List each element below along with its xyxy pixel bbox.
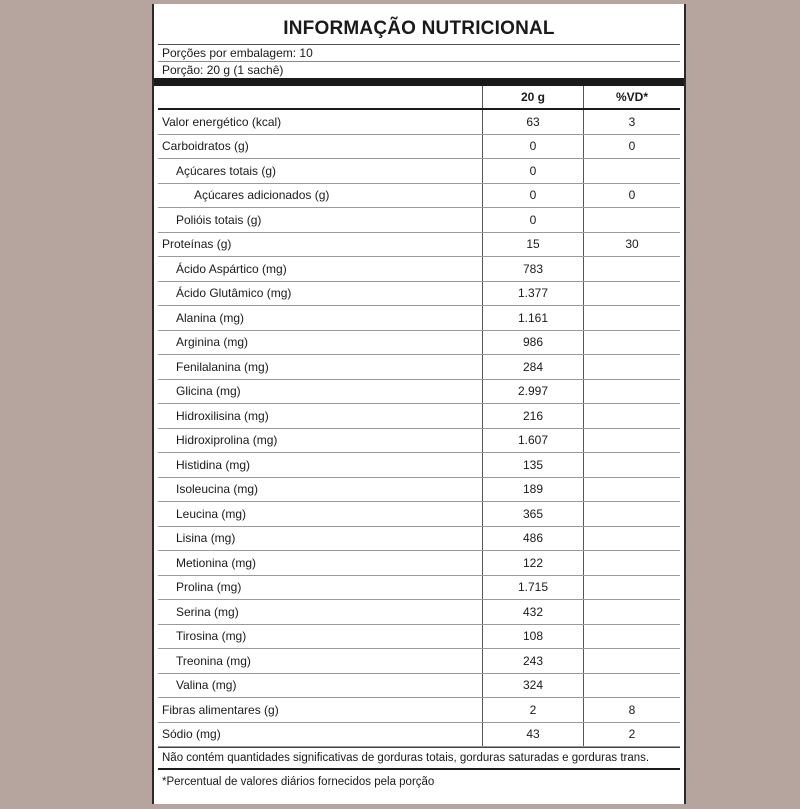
table-row [158, 722, 680, 747]
footnote-daily-values: *Percentual de valores diários fornecidos pela porção [162, 776, 435, 788]
table-row [158, 624, 680, 649]
nutrient-value: 1.607 [483, 428, 584, 453]
nutrient-value: 486 [483, 526, 584, 551]
nutrient-label: Glicina (mg) [158, 379, 483, 404]
nutrient-daily-value: 2 [584, 722, 681, 747]
nutrition-facts-panel [152, 4, 686, 804]
table-row [158, 306, 680, 331]
nutrient-value: 284 [483, 355, 584, 380]
nutrient-value: 122 [483, 551, 584, 576]
nutrient-value: 189 [483, 477, 584, 502]
table-row [158, 673, 680, 698]
table-row [158, 649, 680, 674]
nutrient-daily-value [584, 379, 681, 404]
table-row [158, 379, 680, 404]
nutrient-label: Treonina (mg) [158, 649, 483, 674]
nutrient-label: Polióis totais (g) [158, 208, 483, 233]
table-row [158, 502, 680, 527]
table-row [158, 208, 680, 233]
nutrient-daily-value: 3 [584, 109, 681, 134]
table-row [158, 281, 680, 306]
nutrient-label: Fibras alimentares (g) [158, 698, 483, 723]
nutrient-value: 108 [483, 624, 584, 649]
nutrient-daily-value [584, 355, 681, 380]
table-row [158, 600, 680, 625]
table-header-row [158, 86, 680, 109]
nutrient-label: Ácido Aspártico (mg) [158, 257, 483, 282]
nutrient-daily-value: 8 [584, 698, 681, 723]
nutrient-value: 1.161 [483, 306, 584, 331]
nutrient-daily-value [584, 477, 681, 502]
nutrient-label: Açúcares adicionados (g) [158, 183, 483, 208]
nutrient-label: Isoleucina (mg) [158, 477, 483, 502]
table-row [158, 453, 680, 478]
table-row [158, 404, 680, 429]
nutrient-daily-value [584, 404, 681, 429]
nutrient-value: 43 [483, 722, 584, 747]
nutrient-value: 0 [483, 208, 584, 233]
nutrient-value: 1.715 [483, 575, 584, 600]
nutrient-daily-value: 0 [584, 183, 681, 208]
table-row [158, 183, 680, 208]
table-row [158, 428, 680, 453]
nutrient-label: Ácido Glutâmico (mg) [158, 281, 483, 306]
nutrient-daily-value [584, 453, 681, 478]
nutrient-label: Alanina (mg) [158, 306, 483, 331]
nutrient-label: Leucina (mg) [158, 502, 483, 527]
nutrition-rows [158, 109, 680, 747]
table-row [158, 575, 680, 600]
nutrient-daily-value: 0 [584, 134, 681, 159]
nutrient-daily-value [584, 208, 681, 233]
nutrient-value: 2 [483, 698, 584, 723]
nutrient-daily-value [584, 159, 681, 184]
nutrient-label: Hidroxilisina (mg) [158, 404, 483, 429]
nutrient-daily-value [584, 551, 681, 576]
nutrient-daily-value [584, 673, 681, 698]
header-label [158, 86, 483, 109]
header-serving: 20 g [483, 86, 584, 109]
nutrient-label: Arginina (mg) [158, 330, 483, 355]
nutrient-value: 15 [483, 232, 584, 257]
nutrient-daily-value [584, 428, 681, 453]
nutrient-label: Proteínas (g) [158, 232, 483, 257]
nutrient-value: 63 [483, 109, 584, 134]
nutrient-daily-value [584, 281, 681, 306]
nutrient-value: 986 [483, 330, 584, 355]
nutrient-label: Metionina (mg) [158, 551, 483, 576]
nutrient-label: Açúcares totais (g) [158, 159, 483, 184]
header-daily-value: %VD* [584, 86, 681, 109]
nutrient-label: Prolina (mg) [158, 575, 483, 600]
nutrient-daily-value [584, 649, 681, 674]
nutrient-value: 432 [483, 600, 584, 625]
table-row [158, 551, 680, 576]
nutrient-value: 1.377 [483, 281, 584, 306]
footnote-not-significant: Não contém quantidades significativas de gorduras totais, gorduras saturadas e gorduras trans. [158, 747, 680, 770]
nutrient-value: 0 [483, 134, 584, 159]
nutrient-value: 783 [483, 257, 584, 282]
nutrient-daily-value [584, 526, 681, 551]
nutrient-daily-value [584, 624, 681, 649]
nutrient-label: Fenilalanina (mg) [158, 355, 483, 380]
nutrient-daily-value [584, 330, 681, 355]
table-row [158, 257, 680, 282]
nutrient-label: Tirosina (mg) [158, 624, 483, 649]
nutrient-label: Histidina (mg) [158, 453, 483, 478]
nutrient-daily-value [584, 257, 681, 282]
table-row [158, 109, 680, 134]
table-row [158, 355, 680, 380]
nutrient-daily-value [584, 600, 681, 625]
nutrient-daily-value: 30 [584, 232, 681, 257]
table-row [158, 477, 680, 502]
nutrient-value: 216 [483, 404, 584, 429]
nutrient-label: Lisina (mg) [158, 526, 483, 551]
table-row [158, 526, 680, 551]
nutrient-label: Valina (mg) [158, 673, 483, 698]
table-row [158, 330, 680, 355]
nutrient-label: Valor energético (kcal) [158, 109, 483, 134]
nutrient-label: Serina (mg) [158, 600, 483, 625]
label-title: INFORMAÇÃO NUTRICIONAL [158, 4, 680, 45]
nutrient-label: Hidroxiprolina (mg) [158, 428, 483, 453]
nutrient-value: 243 [483, 649, 584, 674]
nutrient-daily-value [584, 306, 681, 331]
serving-size: Porção: 20 g (1 sachê) [162, 63, 284, 77]
nutrient-value: 324 [483, 673, 584, 698]
nutrient-value: 0 [483, 183, 584, 208]
thick-divider [154, 78, 684, 86]
servings-per-package: Porções por embalagem: 10 [158, 45, 680, 62]
table-row [158, 134, 680, 159]
table-row [158, 159, 680, 184]
nutrition-table [158, 86, 680, 747]
table-row [158, 232, 680, 257]
nutrient-label: Sódio (mg) [158, 722, 483, 747]
table-row [158, 698, 680, 723]
nutrient-value: 135 [483, 453, 584, 478]
nutrient-daily-value [584, 502, 681, 527]
nutrient-label: Carboidratos (g) [158, 134, 483, 159]
nutrient-daily-value [584, 575, 681, 600]
nutrient-value: 2.997 [483, 379, 584, 404]
nutrient-value: 0 [483, 159, 584, 184]
nutrient-value: 365 [483, 502, 584, 527]
